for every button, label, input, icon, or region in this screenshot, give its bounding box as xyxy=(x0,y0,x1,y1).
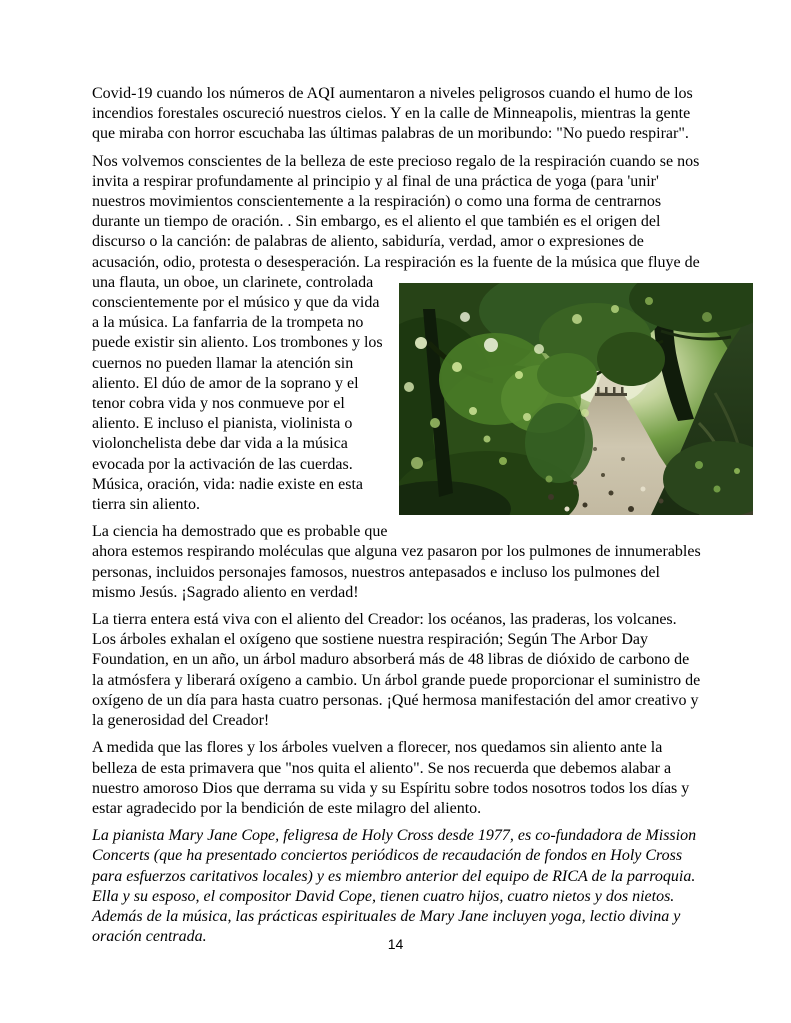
page-number: 14 xyxy=(387,936,404,952)
forest-path-photo xyxy=(399,283,753,515)
paragraph-spring: A medida que las flores y los árboles vuelven a florecer, nos quedamos sin aliento ante la belleza de esta primavera que "nos quita el aliento". Se nos recuerda que debemos alabar a nuestro amoroso Dios que derrama su vida y su Espíritu sobre todos nosotros todos los días y estar agradecido por la bendición de este milagro del aliento. xyxy=(92,739,690,817)
paragraph-breath-music-part2: oboe, un clarinete, controlada conscientemente por el músico y que da vida a la música. La fanfarria de la trompeta no puede existir sin aliento. Los trombones y los cuernos no pueden llamar la atención sin aliento. El dúo de amor de la soprano y el tenor cobra vida y nos conmueve por el aliento. E incluso el pianista, violinista o violonchelista debe dar vida a la música evocada por la activación de las cuerdas. Música, oración, vida: nadie existe en esta tierra sin aliento. xyxy=(92,273,383,514)
paragraph-breath-music xyxy=(92,152,704,516)
paragraph-author-bio: La pianista Mary Jane Cope, feligresa de Holy Cross desde 1977, es co-fundadora de Mission Concerts (que ha presentado conciertos periódicos de recaudación de fondos en Holy Cross para esfuerzos caritativos locales) y es miembro anterior del equipo de RICA de la parroquia. Ella y su esposo, el compositor David Cope, tienen cuatro hijos, cuatro nietos y dos nietos. Además de la música, las prácticas espirituales de Mary Jane incluyen yoga, lectio divina y oración centrada. xyxy=(92,827,697,946)
paragraph-science: La ciencia ha demostrado que es probable que ahora estemos respirando moléculas que alguna vez pasaron por los pulmones de innumerables personas, incluidos personajes famosos, nuestros antepasados e incluso los pulmones del mismo Jesús. ¡Sagrado aliento en verdad! xyxy=(92,523,701,601)
paragraph-covid: Covid-19 cuando los números de AQI aumentaron a niveles peligrosos cuando el humo de los incendios forestales oscureció nuestros cielos. Y en la calle de Minneapolis, mientras la gente que miraba con horror escuchaba las últimas palabras de un moribundo: "No puedo respirar". xyxy=(92,85,693,143)
page-body xyxy=(92,84,704,954)
paragraph-earth-alive: La tierra entera está viva con el aliento del Creador: los océanos, las praderas, los volcanes. Los árboles exhalan el oxígeno que sostiene nuestra respiración; Según The Arbor Day Foundation, en un año, un árbol maduro absorberá más de 48 libras de dióxido de carbono de la atmósfera y liberará oxígeno a cambio. Un árbol grande puede proporcionar el suministro de oxígeno de un día para hasta cuatro personas. ¡Qué hermosa manifestación del amor creativo y la generosidad del Creador! xyxy=(92,611,701,730)
paragraph-breath-music-part1: Nos volvemos conscientes de la belleza de este precioso regalo de la respiración cuando se nos invita a respirar profundamente al principio y al final de una práctica de yoga (para 'unir' nuestros movimientos conscientemente a la respiración) o como una forma de centrarnos durante un tiempo de oración. . Sin embargo, es el aliento el que también es el origen del discurso o la canción: de palabras de aliento, sabiduría, verdad, amor o expresiones de acusación, odio, protesta o desesperación. La respiración es la fuente de la música que fluye de una flauta, un xyxy=(92,152,700,291)
